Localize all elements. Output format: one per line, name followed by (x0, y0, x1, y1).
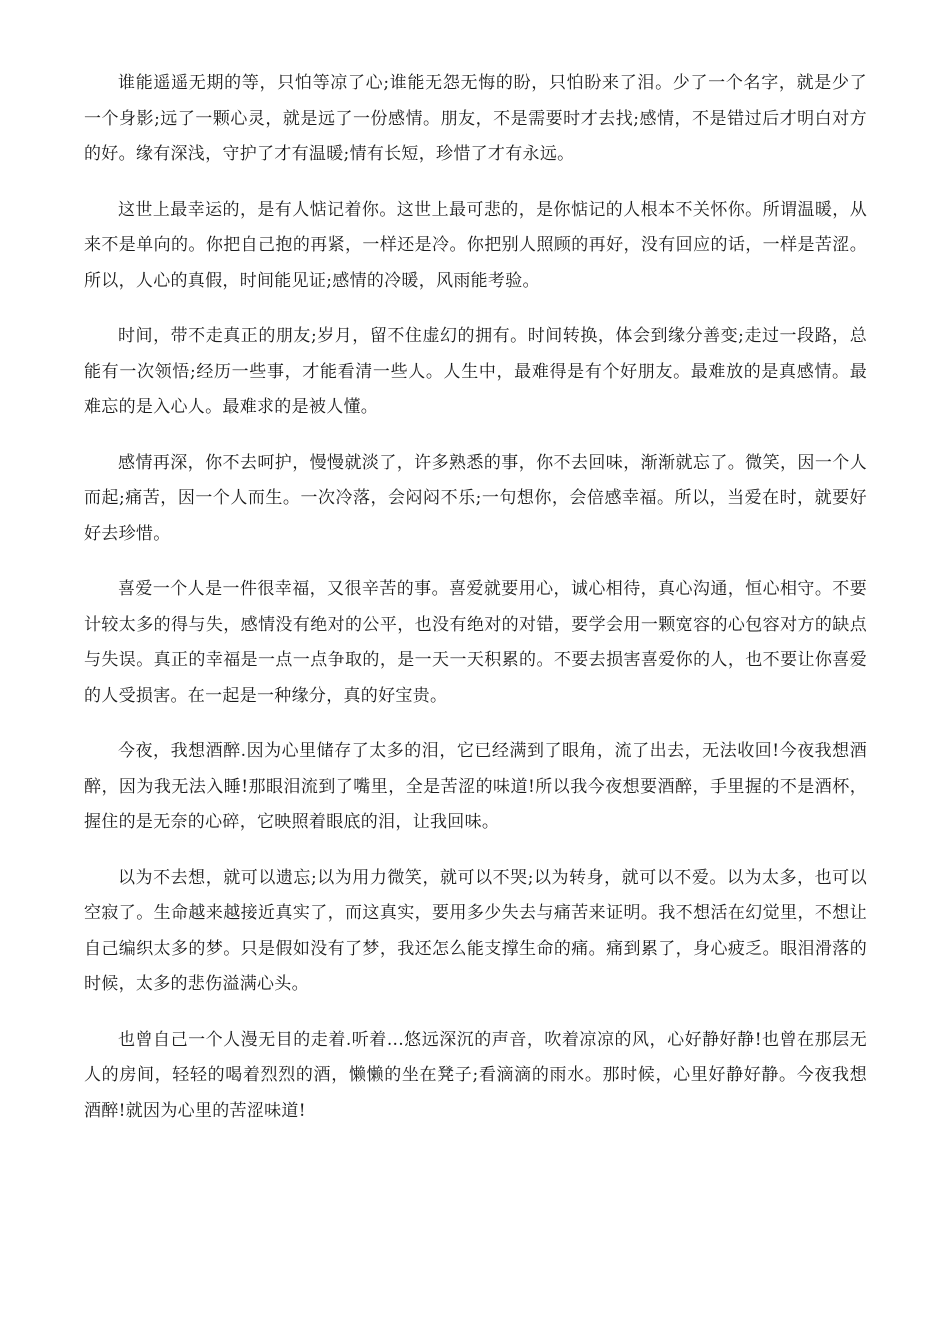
paragraph-7: 以为不去想，就可以遗忘;以为用力微笑，就可以不哭;以为转身，就可以不爱。以为太多，也可以空寂了。生命越来越接近真实了，而这真实，要用多少失去与痛苦来证明。我不想活在幻觉里，不想让自己编织太多的梦。只是假如没有了梦，我还怎么能支撑生命的痛。痛到累了，身心疲乏。眼泪滑落的时候，太多的悲伤溢满心头。 (84, 867, 867, 994)
paragraph-2: 这世上最幸运的，是有人惦记着你。这世上最可悲的，是你惦记的人根本不关怀你。所谓温暖，从来不是单向的。你把自己抱的再紧，一样还是冷。你把别人照顾的再好，没有回应的话，一样是苦涩。所以，人心的真假，时间能见证;感情的冷暖，风雨能考验。 (84, 199, 867, 291)
paragraph-5: 喜爱一个人是一件很幸福，又很辛苦的事。喜爱就要用心，诚心相待，真心沟通，恒心相守。不要计较太多的得与失，感情没有绝对的公平，也没有绝对的对错，要学会用一颗宽容的心包容对方的缺点与失误。真正的幸福是一点一点争取的，是一天一天积累的。不要去损害喜爱你的人，也不要让你喜爱的人受损害。在一起是一种缘分，真的好宝贵。 (84, 579, 867, 706)
paragraph-1: 谁能遥遥无期的等，只怕等凉了心;谁能无怨无悔的盼，只怕盼来了泪。少了一个名字，就是少了一个身影;远了一颗心灵，就是远了一份感情。朋友，不是需要时才去找;感情，不是错过后才明白对方的好。缘有深浅，守护了才有温暖;情有长短，珍惜了才有永远。 (84, 73, 867, 164)
paragraph-8: 也曾自己一个人漫无目的走着.听着...悠远深沉的声音，吹着凉凉的风，心好静好静!也曾在那层无人的房间，轻轻的喝着烈烈的酒，懒懒的坐在凳子;看滴滴的雨水。那时候，心里好静好静。今夜我想酒醉!就因为心里的苦涩味道! (84, 1029, 867, 1121)
paragraph-4: 感情再深，你不去呵护，慢慢就淡了，许多熟悉的事，你不去回味，渐渐就忘了。微笑，因一个人而起;痛苦，因一个人而生。一次冷落，会闷闷不乐;一句想你，会倍感幸福。所以，当爱在时，就要好好去珍惜。 (84, 452, 867, 544)
paragraph-6: 今夜，我想酒醉.因为心里储存了太多的泪，它已经满到了眼角，流了出去，无法收回!今夜我想酒醉，因为我无法入睡!那眼泪流到了嘴里，全是苦涩的味道!所以我今夜想要酒醉，手里握的不是酒杯，握住的是无奈的心碎，它映照着眼底的泪，让我回味。 (84, 741, 867, 832)
paragraph-3: 时间，带不走真正的朋友;岁月，留不住虚幻的拥有。时间转换，体会到缘分善变;走过一段路，总能有一次领悟;经历一些事，才能看清一些人。人生中，最难得是有个好朋友。最难放的是真感情。最难忘的是入心人。最难求的是被人懂。 (84, 326, 867, 417)
document-body (84, 66, 867, 1149)
